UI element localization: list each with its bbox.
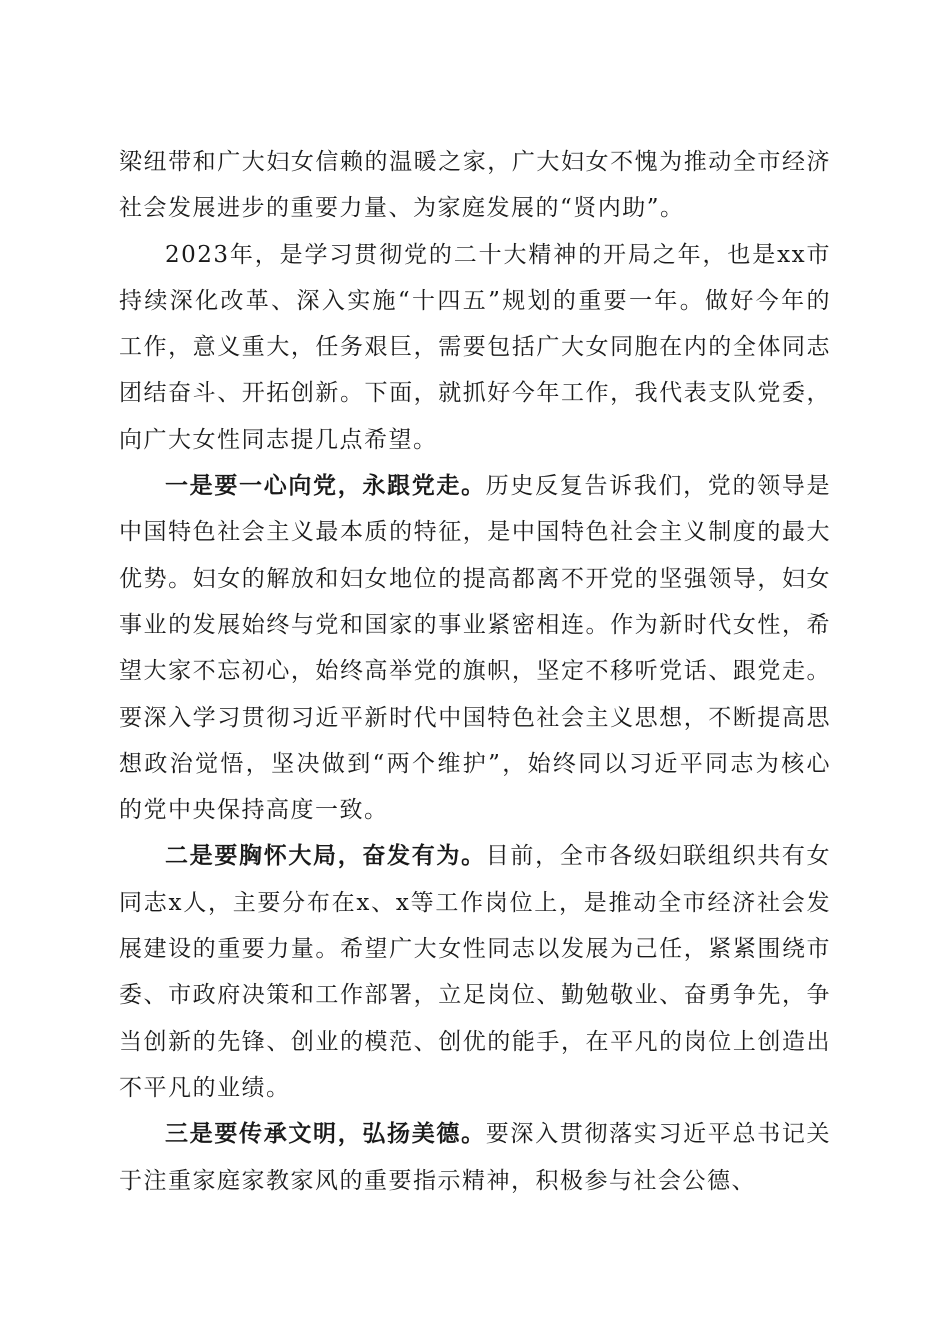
paragraph-text: 梁纽带和广大妇女信赖的温暖之家，广大妇女不愧为推动全市经济社会发展进步的重要力量、为家庭发展的“贤内助”。 bbox=[119, 149, 831, 222]
paragraph-intro-2023 bbox=[119, 232, 831, 463]
paragraph-lead-heading: 一是要一心向党，永跟党走。 bbox=[165, 472, 486, 500]
paragraph-text: 2023年，是学习贯彻党的二十大精神的开局之年，也是xx市持续深化改革、深入实施“十四五”规划的重要一年。做好今年的工作，意义重大，任务艰巨，需要包括广大女同胞在内的全体同志团结奋斗、开拓创新。下面，就抓好今年工作，我代表支队党委，向广大女性同志提几点希望。 bbox=[119, 241, 831, 453]
paragraph-point-two bbox=[119, 833, 831, 1111]
paragraph-text: 要深入贯彻落实习近平总书记关于注重家庭家教家风的重要指示精神，积极参与社会公德、 bbox=[119, 1121, 832, 1194]
paragraph-point-one bbox=[119, 463, 831, 833]
paragraph-point-three bbox=[119, 1111, 831, 1204]
paragraph-continuation bbox=[119, 139, 831, 232]
paragraph-lead-heading: 三是要传承文明，弘扬美德。 bbox=[165, 1120, 486, 1148]
paragraph-text: 历史反复告诉我们，党的领导是中国特色社会主义最本质的特征，是中国特色社会主义制度的最大优势。妇女的解放和妇女地位的提高都离不开党的坚强领导，妇女事业的发展始终与党和国家的事业紧密相连。作为新时代女性，希望大家不忘初心，始终高举党的旗帜，坚定不移听党话、跟党走。要深入学习贯彻习近平新时代中国特色社会主义思想，不断提高思想政治觉悟，坚决做到“两个维护”，始终同以习近平同志为核心的党中央保持高度一致。 bbox=[119, 473, 832, 824]
paragraph-lead-heading: 二是要胸怀大局，奋发有为。 bbox=[165, 842, 486, 870]
document-body bbox=[119, 139, 831, 1204]
paragraph-text: 目前，全市各级妇联组织共有女同志x人，主要分布在x、x等工作岗位上，是推动全市经济社会发展建设的重要力量。希望广大女性同志以发展为己任，紧紧围绕市委、市政府决策和工作部署，立足岗位、勤勉敬业、奋勇争先，争当创新的先锋、创业的模范、创优的能手，在平凡的岗位上创造出不平凡的业绩。 bbox=[119, 843, 832, 1101]
